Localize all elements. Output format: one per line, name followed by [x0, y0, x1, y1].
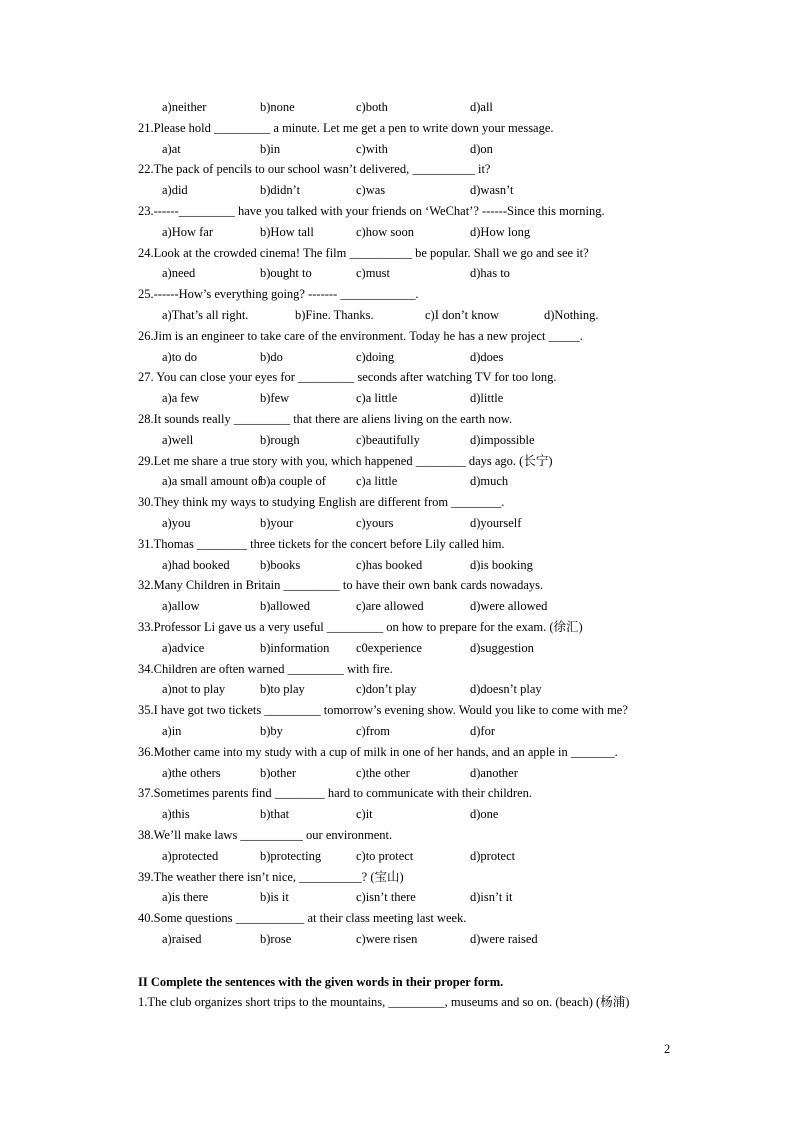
- option-c: c)were risen: [356, 932, 418, 946]
- question-text: 30.They think my ways to studying English are different from ________.: [138, 495, 505, 509]
- option-d: d)all: [470, 100, 493, 114]
- option-d: d)were allowed: [470, 599, 548, 613]
- option-a: a)had booked: [162, 558, 230, 572]
- question-text: 21.Please hold _________ a minute. Let me get a pen to write down your message.: [138, 121, 554, 135]
- question-text: 35.I have got two tickets _________ tomorrow’s evening show. Would you like to come with me?: [138, 703, 628, 717]
- option-a: a)a small amount of: [162, 474, 262, 488]
- option-a: a)need: [162, 266, 196, 280]
- option-c: c)beautifully: [356, 433, 420, 447]
- option-a: a)did: [162, 183, 188, 197]
- option-c: c)must: [356, 266, 391, 280]
- option-c: c)it: [356, 807, 373, 821]
- option-d: d)another: [470, 766, 518, 780]
- question-text: 38.We’ll make laws __________ our environment.: [138, 828, 393, 842]
- option-a: a)you: [162, 516, 191, 530]
- option-a: a)well: [162, 433, 194, 447]
- option-a: a)to do: [162, 350, 198, 364]
- option-b: b)rough: [260, 433, 300, 447]
- option-a: a)That’s all right.: [162, 308, 249, 322]
- option-b: b)ought to: [260, 266, 312, 280]
- option-d: d)is booking: [470, 558, 533, 572]
- option-d: d)suggestion: [470, 641, 534, 655]
- option-d: d)doesn’t play: [470, 682, 542, 696]
- option-d: d)does: [470, 350, 504, 364]
- option-a: a)at: [162, 142, 181, 156]
- option-a: a)allow: [162, 599, 200, 613]
- option-c: c)a little: [356, 391, 398, 405]
- option-a: a)in: [162, 724, 182, 738]
- question-text: 27. You can close your eyes for _________ seconds after watching TV for too long.: [138, 370, 557, 384]
- question-text: 22.The pack of pencils to our school wasn’t delivered, __________ it?: [138, 162, 491, 176]
- question-text: 31.Thomas ________ three tickets for the concert before Lily called him.: [138, 537, 505, 551]
- option-d: d)has to: [470, 266, 510, 280]
- option-b: b)your: [260, 516, 294, 530]
- option-c: c)a little: [356, 474, 398, 488]
- option-b: b)information: [260, 641, 330, 655]
- option-d: d)on: [470, 142, 493, 156]
- question-text: 26.Jim is an engineer to take care of the environment. Today he has a new project _____.: [138, 329, 583, 343]
- option-b: b)rose: [260, 932, 292, 946]
- section-title: II Complete the sentences with the given words in their proper form.: [138, 975, 504, 989]
- option-c: c)don’t play: [356, 682, 417, 696]
- option-d: d)much: [470, 474, 509, 488]
- option-d: d)yourself: [470, 516, 522, 530]
- option-d: d)How long: [470, 225, 531, 239]
- option-b: b)didn’t: [260, 183, 301, 197]
- option-b: b)Fine. Thanks.: [295, 308, 374, 322]
- option-c: c0experience: [356, 641, 422, 655]
- option-d: d)impossible: [470, 433, 535, 447]
- question-text: 23.------_________ have you talked with your friends on ‘WeChat’? ------Since this morning.: [138, 204, 605, 218]
- page-number: 2: [664, 1042, 671, 1056]
- question-text: 28.It sounds really _________ that there are aliens living on the earth now.: [138, 412, 513, 426]
- option-c: c)I don’t know: [425, 308, 500, 322]
- option-a: a)protected: [162, 849, 219, 863]
- section-item-1: 1.The club organizes short trips to the mountains, _________, museums and so on. (beach) (杨浦): [138, 995, 630, 1009]
- option-b: b)none: [260, 100, 295, 114]
- option-c: c)the other: [356, 766, 410, 780]
- question-text: 29.Let me share a true story with you, which happened ________ days ago. (长宁): [138, 454, 553, 468]
- option-b: b)other: [260, 766, 297, 780]
- question-text: 34.Children are often warned _________ with fire.: [138, 662, 393, 676]
- question-text: 33.Professor Li gave us a very useful _________ on how to prepare for the exam. (徐汇): [138, 620, 583, 634]
- option-b: b)in: [260, 142, 281, 156]
- option-d: d)Nothing.: [544, 308, 599, 322]
- option-d: d)wasn’t: [470, 183, 514, 197]
- option-c: c)both: [356, 100, 388, 114]
- option-b: b)books: [260, 558, 301, 572]
- option-c: c)has booked: [356, 558, 423, 572]
- option-a: a)not to play: [162, 682, 226, 696]
- option-b: b)do: [260, 350, 283, 364]
- option-c: c)doing: [356, 350, 395, 364]
- option-b: b)to play: [260, 682, 305, 696]
- option-d: d)protect: [470, 849, 516, 863]
- question-text: 32.Many Children in Britain _________ to have their own bank cards nowadays.: [138, 578, 544, 592]
- option-d: d)for: [470, 724, 495, 738]
- question-text: 40.Some questions ___________ at their class meeting last week.: [138, 911, 467, 925]
- option-d: d)were raised: [470, 932, 538, 946]
- option-a: a)neither: [162, 100, 207, 114]
- question-text: 24.Look at the crowded cinema! The film __________ be popular. Shall we go and see it?: [138, 246, 589, 260]
- question-text: 37.Sometimes parents find ________ hard to communicate with their children.: [138, 786, 533, 800]
- option-d: d)little: [470, 391, 504, 405]
- option-a: a)this: [162, 807, 190, 821]
- option-c: c)how soon: [356, 225, 414, 239]
- option-c: c)with: [356, 142, 388, 156]
- option-b: b)by: [260, 724, 283, 738]
- option-a: a)the others: [162, 766, 221, 780]
- option-c: c)yours: [356, 516, 394, 530]
- option-b: b)is it: [260, 890, 289, 904]
- option-b: b)few: [260, 391, 290, 405]
- option-a: a)is there: [162, 890, 209, 904]
- option-d: d)isn’t it: [470, 890, 513, 904]
- option-a: a)How far: [162, 225, 214, 239]
- option-d: d)one: [470, 807, 499, 821]
- option-a: a)raised: [162, 932, 202, 946]
- option-a: a)a few: [162, 391, 200, 405]
- option-c: c)isn’t there: [356, 890, 416, 904]
- option-b: b)allowed: [260, 599, 310, 613]
- option-c: c)are allowed: [356, 599, 424, 613]
- option-b: b)How tall: [260, 225, 314, 239]
- option-b: b)a couple of: [260, 474, 326, 488]
- option-b: b)that: [260, 807, 290, 821]
- question-text: 36.Mother came into my study with a cup of milk in one of her hands, and an apple in _______.: [138, 745, 618, 759]
- question-text: 39.The weather there isn’t nice, __________? (宝山): [138, 870, 404, 884]
- option-c: c)was: [356, 183, 386, 197]
- option-c: c)to protect: [356, 849, 414, 863]
- option-b: b)protecting: [260, 849, 322, 863]
- question-text: 25.------How’s everything going? ------- ____________.: [138, 287, 419, 301]
- option-a: a)advice: [162, 641, 205, 655]
- option-c: c)from: [356, 724, 391, 738]
